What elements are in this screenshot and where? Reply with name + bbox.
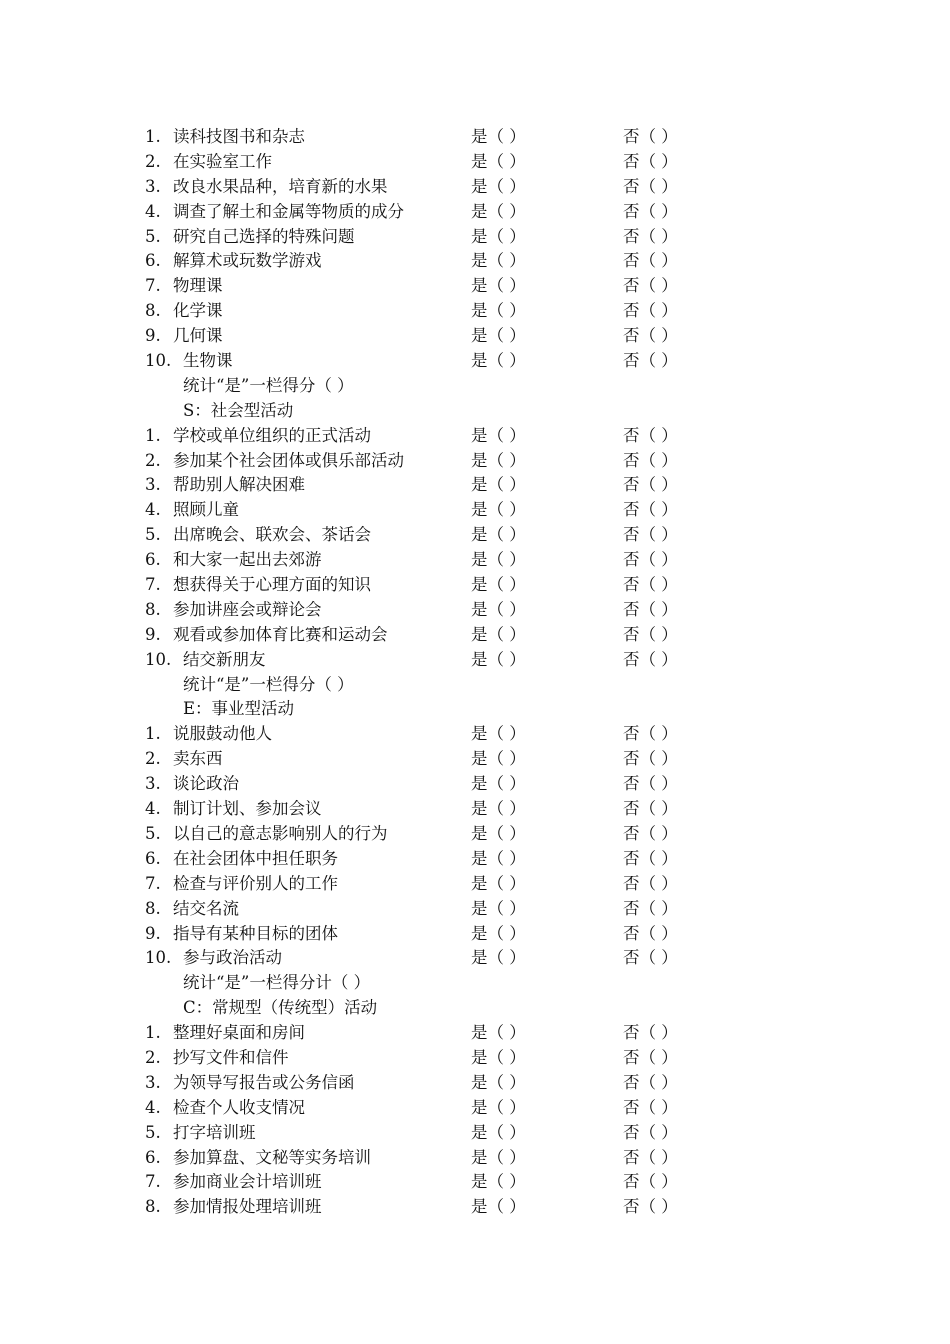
- no-answer-blank[interactable]: 否（ ）: [623, 923, 678, 943]
- subtotal-score-blank[interactable]: 统计“是”一栏得分计（ ）: [183, 973, 371, 993]
- yes-answer-blank[interactable]: 是（ ）: [471, 127, 526, 146]
- yes-answer-blank[interactable]: 是（ ）: [471, 351, 526, 371]
- question-text: 观看或参加体育比赛和运动会: [173, 624, 388, 644]
- subtotal-row: [0, 971, 950, 996]
- no-answer-blank[interactable]: 否（ ）: [623, 201, 678, 221]
- question-row: [0, 573, 950, 598]
- question-number: 2.: [145, 749, 161, 769]
- question-row: [0, 747, 950, 772]
- yes-answer-blank[interactable]: 是（ ）: [471, 450, 526, 470]
- question-text: 制订计划、参加会议: [173, 799, 322, 819]
- question-text: 物理课: [173, 276, 223, 296]
- no-answer-blank[interactable]: 否（ ）: [623, 450, 678, 470]
- yes-answer-blank[interactable]: 是（ ）: [471, 575, 526, 595]
- question-number: 7.: [145, 575, 161, 595]
- yes-answer-blank[interactable]: 是（ ）: [471, 749, 526, 769]
- question-row: [0, 1170, 950, 1195]
- no-answer-blank[interactable]: 否（ ）: [623, 176, 678, 196]
- question-number: 5.: [145, 226, 161, 246]
- question-number: 4.: [145, 500, 161, 520]
- no-answer-blank[interactable]: 否（ ）: [623, 226, 678, 246]
- question-row: [0, 897, 950, 922]
- yes-answer-blank[interactable]: 是（ ）: [471, 1023, 526, 1043]
- question-text: 帮助别人解决困难: [173, 475, 305, 495]
- question-row: [0, 1096, 950, 1121]
- question-text: 几何课: [173, 326, 223, 346]
- no-answer-blank[interactable]: 否（ ）: [623, 799, 678, 819]
- question-row: [0, 872, 950, 897]
- question-number: 2.: [145, 450, 161, 470]
- question-number: 7.: [145, 1172, 161, 1192]
- no-answer-blank[interactable]: 否（ ）: [623, 724, 678, 744]
- yes-answer-blank[interactable]: 是（ ）: [471, 251, 526, 271]
- yes-answer-blank[interactable]: 是（ ）: [471, 923, 526, 943]
- question-number: 8.: [145, 1197, 161, 1217]
- question-row: [0, 274, 950, 299]
- question-text: 研究自己选择的特殊问题: [173, 226, 355, 246]
- no-answer-blank[interactable]: 否（ ）: [623, 127, 678, 146]
- question-number: 9.: [145, 923, 161, 943]
- no-answer-blank[interactable]: 否（ ）: [623, 251, 678, 271]
- yes-answer-blank[interactable]: 是（ ）: [471, 1097, 526, 1117]
- yes-answer-blank[interactable]: 是（ ）: [471, 550, 526, 570]
- question-row: [0, 449, 950, 474]
- no-answer-blank[interactable]: 否（ ）: [623, 1122, 678, 1142]
- question-row: [0, 324, 950, 349]
- question-row: [0, 847, 950, 872]
- section-heading-row: [0, 697, 950, 722]
- subtotal-row: [0, 673, 950, 698]
- question-number: 6.: [145, 251, 161, 271]
- yes-answer-blank[interactable]: 是（ ）: [471, 873, 526, 893]
- yes-answer-blank[interactable]: 是（ ）: [471, 201, 526, 221]
- question-text: 在实验室工作: [173, 151, 272, 171]
- questionnaire-page: [0, 125, 950, 1220]
- question-row: [0, 1121, 950, 1146]
- no-answer-blank[interactable]: 否（ ）: [623, 1172, 678, 1192]
- question-number: 8.: [145, 599, 161, 619]
- question-number: 10.: [145, 948, 172, 968]
- section-heading: S：社会型活动: [183, 400, 294, 420]
- no-answer-blank[interactable]: 否（ ）: [623, 1147, 678, 1167]
- question-row: [0, 1146, 950, 1171]
- no-answer-blank[interactable]: 否（ ）: [623, 500, 678, 520]
- question-text: 学校或单位组织的正式活动: [173, 425, 371, 445]
- question-text: 改良水果品种，培育新的水果: [173, 176, 388, 196]
- question-text: 检查个人收支情况: [173, 1097, 305, 1117]
- question-text: 抄写文件和信件: [173, 1047, 289, 1067]
- question-row: [0, 623, 950, 648]
- yes-answer-blank[interactable]: 是（ ）: [471, 176, 526, 196]
- no-answer-blank[interactable]: 否（ ）: [623, 1072, 678, 1092]
- question-text: 调查了解土和金属等物质的成分: [173, 201, 404, 221]
- subtotal-score-blank[interactable]: 统计“是”一栏得分（ ）: [183, 375, 354, 395]
- question-text: 结交新朋友: [183, 649, 266, 669]
- yes-answer-blank[interactable]: 是（ ）: [471, 1047, 526, 1067]
- no-answer-blank[interactable]: 否（ ）: [623, 749, 678, 769]
- no-answer-blank[interactable]: 否（ ）: [623, 1047, 678, 1067]
- yes-answer-blank[interactable]: 是（ ）: [471, 799, 526, 819]
- no-answer-blank[interactable]: 否（ ）: [623, 301, 678, 321]
- no-answer-blank[interactable]: 否（ ）: [623, 649, 678, 669]
- question-text: 谈论政治: [173, 774, 239, 794]
- yes-answer-blank[interactable]: 是（ ）: [471, 823, 526, 843]
- no-answer-blank[interactable]: 否（ ）: [623, 848, 678, 868]
- question-number: 3.: [145, 1072, 161, 1092]
- question-number: 2.: [145, 1047, 161, 1067]
- yes-answer-blank[interactable]: 是（ ）: [471, 898, 526, 918]
- question-text: 参加商业会计培训班: [173, 1172, 322, 1192]
- question-row: [0, 125, 950, 150]
- question-text: 参与政治活动: [183, 948, 282, 968]
- section-heading-row: [0, 996, 950, 1021]
- question-number: 1.: [145, 1023, 161, 1043]
- question-text: 卖东西: [173, 749, 223, 769]
- no-answer-blank[interactable]: 否（ ）: [623, 326, 678, 346]
- question-text: 打字培训班: [173, 1122, 256, 1142]
- question-row: [0, 648, 950, 673]
- question-text: 想获得关于心理方面的知识: [173, 575, 371, 595]
- question-number: 1.: [145, 425, 161, 445]
- no-answer-blank[interactable]: 否（ ）: [623, 624, 678, 644]
- question-number: 3.: [145, 176, 161, 196]
- no-answer-blank[interactable]: 否（ ）: [623, 1023, 678, 1043]
- question-text: 参加情报处理培训班: [173, 1197, 322, 1217]
- question-text: 参加算盘、文秘等实务培训: [173, 1147, 371, 1167]
- question-number: 4.: [145, 201, 161, 221]
- section-heading-row: [0, 399, 950, 424]
- question-text: 结交名流: [173, 898, 239, 918]
- question-row: [0, 1195, 950, 1220]
- yes-answer-blank[interactable]: 是（ ）: [471, 624, 526, 644]
- question-number: 5.: [145, 525, 161, 545]
- question-row: [0, 523, 950, 548]
- section-heading: E：事业型活动: [183, 699, 295, 719]
- yes-answer-blank[interactable]: 是（ ）: [471, 1072, 526, 1092]
- yes-answer-blank[interactable]: 是（ ）: [471, 1147, 526, 1167]
- question-text: 读科技图书和杂志: [173, 127, 305, 146]
- question-row: [0, 1021, 950, 1046]
- no-answer-blank[interactable]: 否（ ）: [623, 525, 678, 545]
- section-heading: C：常规型（传统型）活动: [183, 998, 378, 1018]
- question-number: 4.: [145, 1097, 161, 1117]
- no-answer-blank[interactable]: 否（ ）: [623, 898, 678, 918]
- no-answer-blank[interactable]: 否（ ）: [623, 575, 678, 595]
- question-text: 为领导写报告或公务信函: [173, 1072, 355, 1092]
- question-number: 1.: [145, 127, 161, 146]
- question-text: 以自己的意志影响别人的行为: [173, 823, 388, 843]
- question-row: [0, 946, 950, 971]
- question-text: 解算术或玩数学游戏: [173, 251, 322, 271]
- question-row: [0, 424, 950, 449]
- yes-answer-blank[interactable]: 是（ ）: [471, 649, 526, 669]
- question-number: 6.: [145, 1147, 161, 1167]
- question-row: [0, 249, 950, 274]
- yes-answer-blank[interactable]: 是（ ）: [471, 500, 526, 520]
- subtotal-score-blank[interactable]: 统计“是”一栏得分（ ）: [183, 674, 354, 694]
- question-text: 照顾儿童: [173, 500, 239, 520]
- question-row: [0, 922, 950, 947]
- yes-answer-blank[interactable]: 是（ ）: [471, 774, 526, 794]
- no-answer-blank[interactable]: 否（ ）: [623, 550, 678, 570]
- question-row: [0, 598, 950, 623]
- no-answer-blank[interactable]: 否（ ）: [623, 823, 678, 843]
- question-number: 3.: [145, 475, 161, 495]
- question-row: [0, 772, 950, 797]
- question-number: 1.: [145, 724, 161, 744]
- question-number: 5.: [145, 823, 161, 843]
- question-text: 参加某个社会团体或俱乐部活动: [173, 450, 404, 470]
- question-number: 5.: [145, 1122, 161, 1142]
- question-number: 7.: [145, 873, 161, 893]
- question-row: [0, 1071, 950, 1096]
- question-text: 检查与评价别人的工作: [173, 873, 338, 893]
- question-row: [0, 200, 950, 225]
- no-answer-blank[interactable]: 否（ ）: [623, 599, 678, 619]
- no-answer-blank[interactable]: 否（ ）: [623, 151, 678, 171]
- question-row: [0, 548, 950, 573]
- question-text: 化学课: [173, 301, 223, 321]
- question-number: 10.: [145, 649, 172, 669]
- no-answer-blank[interactable]: 否（ ）: [623, 948, 678, 968]
- no-answer-blank[interactable]: 否（ ）: [623, 1097, 678, 1117]
- yes-answer-blank[interactable]: 是（ ）: [471, 599, 526, 619]
- question-row: [0, 349, 950, 374]
- question-number: 10.: [145, 351, 172, 371]
- question-number: 6.: [145, 550, 161, 570]
- question-number: 9.: [145, 326, 161, 346]
- no-answer-blank[interactable]: 否（ ）: [623, 475, 678, 495]
- no-answer-blank[interactable]: 否（ ）: [623, 425, 678, 445]
- question-row: [0, 175, 950, 200]
- question-number: 9.: [145, 624, 161, 644]
- yes-answer-blank[interactable]: 是（ ）: [471, 326, 526, 346]
- question-text: 和大家一起出去郊游: [173, 550, 322, 570]
- question-row: [0, 299, 950, 324]
- yes-answer-blank[interactable]: 是（ ）: [471, 1122, 526, 1142]
- question-text: 生物课: [183, 351, 233, 371]
- question-row: [0, 797, 950, 822]
- yes-answer-blank[interactable]: 是（ ）: [471, 948, 526, 968]
- yes-answer-blank[interactable]: 是（ ）: [471, 475, 526, 495]
- no-answer-blank[interactable]: 否（ ）: [623, 873, 678, 893]
- yes-answer-blank[interactable]: 是（ ）: [471, 525, 526, 545]
- yes-answer-blank[interactable]: 是（ ）: [471, 226, 526, 246]
- question-number: 7.: [145, 276, 161, 296]
- no-answer-blank[interactable]: 否（ ）: [623, 1197, 678, 1217]
- yes-answer-blank[interactable]: 是（ ）: [471, 1197, 526, 1217]
- question-number: 8.: [145, 898, 161, 918]
- question-number: 8.: [145, 301, 161, 321]
- question-number: 4.: [145, 799, 161, 819]
- no-answer-blank[interactable]: 否（ ）: [623, 351, 678, 371]
- yes-answer-blank[interactable]: 是（ ）: [471, 425, 526, 445]
- yes-answer-blank[interactable]: 是（ ）: [471, 276, 526, 296]
- question-row: [0, 150, 950, 175]
- question-text: 在社会团体中担任职务: [173, 848, 338, 868]
- question-row: [0, 1046, 950, 1071]
- question-number: 6.: [145, 848, 161, 868]
- no-answer-blank[interactable]: 否（ ）: [623, 774, 678, 794]
- question-row: [0, 225, 950, 250]
- yes-answer-blank[interactable]: 是（ ）: [471, 301, 526, 321]
- yes-answer-blank[interactable]: 是（ ）: [471, 151, 526, 171]
- subtotal-row: [0, 374, 950, 399]
- question-text: 说服鼓动他人: [173, 724, 272, 744]
- question-row: [0, 822, 950, 847]
- question-text: 整理好桌面和房间: [173, 1023, 305, 1043]
- yes-answer-blank[interactable]: 是（ ）: [471, 1172, 526, 1192]
- question-text: 指导有某种目标的团体: [173, 923, 338, 943]
- yes-answer-blank[interactable]: 是（ ）: [471, 724, 526, 744]
- question-number: 2.: [145, 151, 161, 171]
- question-text: 参加讲座会或辩论会: [173, 599, 322, 619]
- question-row: [0, 473, 950, 498]
- question-number: 3.: [145, 774, 161, 794]
- yes-answer-blank[interactable]: 是（ ）: [471, 848, 526, 868]
- question-text: 出席晚会、联欢会、茶话会: [173, 525, 371, 545]
- question-row: [0, 498, 950, 523]
- no-answer-blank[interactable]: 否（ ）: [623, 276, 678, 296]
- question-row: [0, 722, 950, 747]
